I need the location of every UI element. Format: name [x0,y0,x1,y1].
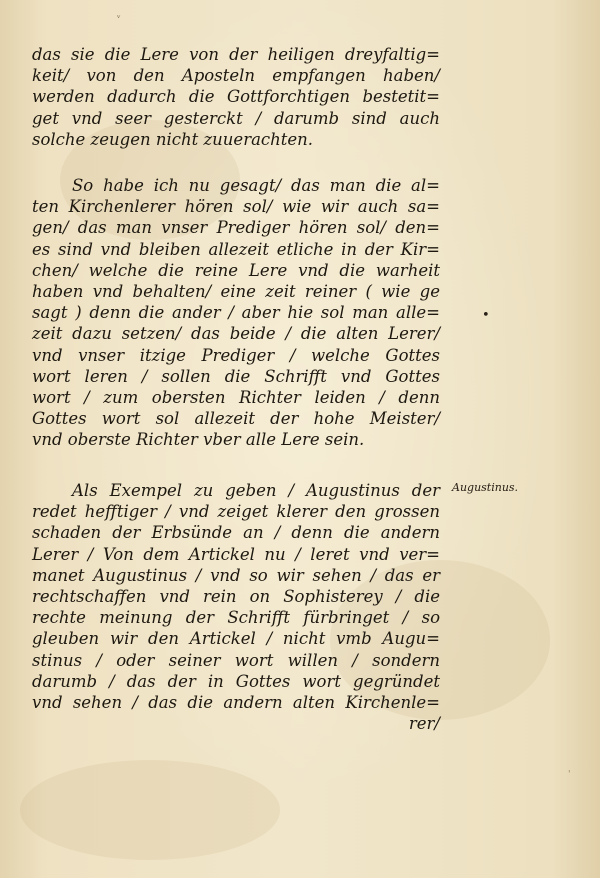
text-line: gen/ das man vnser Prediger hören sol/ den= [32,218,440,238]
text-line: get vnd seer gesterckt / darumb sind auch [32,108,440,128]
text-line: werden dadurch die Gottforchtigen bestetit= [32,87,440,107]
text-line: Als Exempel zu geben / Augustinus der [72,481,440,500]
text-line: Gottes wort sol allezeit der hohe Meister/ [32,409,440,429]
text-line: Lerer / Von dem Artickel nu / leret vnd ver= [32,544,440,564]
text-line: solche zeugen nicht zuuerachten. [32,129,314,149]
printer-mark-top: ᵛ [117,14,121,24]
margin-dot: • [482,308,490,323]
text-line: vnd sehen / das die andern alten Kirchenle= [32,692,440,712]
text-line: schaden der Erbsünde an / denn die andern [32,523,440,543]
text-line: es sind vnd bleiben allezeit etliche in der Kir= [32,239,440,259]
paper-stain [20,760,280,860]
paragraph-1 [32,44,440,150]
margin-tick: ' [568,770,571,780]
text-line: So habe ich nu gesagt/ das man die al= [72,176,440,195]
text-line: ten Kirchenlerer hören sol/ wie wir auch sa= [32,197,440,217]
text-line: redet hefftiger / vnd zeiget klerer den grossen [32,502,440,522]
text-line: rechte meinung der Schrifft fürbringet / so [32,608,440,628]
text-line: vnd vnser itzige Prediger / welche Gottes [32,345,440,365]
text-line: haben vnd behalten/ eine zeit reiner ( wie ge [32,281,440,301]
text-line: zeit dazu setzen/ das beide / die alten Lerer/ [32,324,440,344]
text-line: rer/ [408,714,440,734]
text-line: darumb / das der in Gottes wort gegründet [32,671,440,691]
text-line: manet Augustinus / vnd so wir sehen / das er [32,565,440,585]
paragraph-2 [32,175,440,450]
text-line: gleuben wir den Artickel / nicht vmb Augu= [32,629,440,649]
text-line: vnd oberste Richter vber alle Lere sein. [32,430,365,450]
text-line: stinus / oder seiner wort willen / sondern [32,650,440,670]
marginal-note: Augustinus. [452,481,519,494]
text-line: wort leren / sollen die Schrifft vnd Gottes [32,366,440,386]
text-line: chen/ welche die reine Lere vnd die warheit [32,260,440,280]
text-line: rechtschaffen vnd rein on Sophisterey / die [32,586,440,606]
text-line: keit/ von den Aposteln empfangen haben/ [32,66,440,86]
text-line: wort / zum obersten Richter leiden / denn [32,387,440,407]
text-line: sagt ) denn die ander / aber hie sol man alle= [32,303,440,323]
text-line: das sie die Lere von der heiligen dreyfaltig= [32,45,440,64]
paragraph-3 [32,480,440,734]
